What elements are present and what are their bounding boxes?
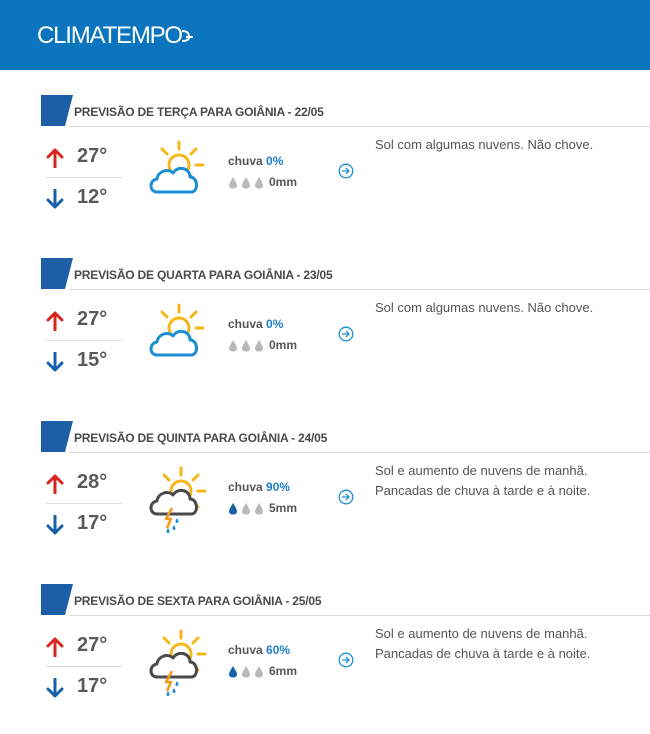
rain-summary <box>228 154 283 168</box>
sun-cloud-icon <box>146 140 212 212</box>
arrow-right-circle-icon[interactable] <box>338 163 354 179</box>
divider <box>69 289 650 290</box>
rain-label: chuva <box>228 317 263 331</box>
rain-block <box>228 643 348 693</box>
divider <box>69 452 650 453</box>
rain-drop-icon <box>241 502 251 515</box>
arrow-down-icon <box>46 189 64 209</box>
divider <box>69 126 650 127</box>
rain-block <box>228 480 348 530</box>
min-temp-row <box>46 346 122 376</box>
day-header <box>41 584 650 616</box>
min-temp-row <box>46 183 122 213</box>
max-temp-row <box>46 142 122 172</box>
max-temp: 27° <box>77 145 108 167</box>
divider <box>46 177 122 178</box>
rain-drop-icon <box>254 176 264 189</box>
temperature-block <box>46 305 122 385</box>
rain-label: chuva <box>228 480 263 494</box>
header-flag-icon <box>41 421 73 452</box>
header-flag-icon <box>41 258 73 289</box>
forecast-description: Sol com algumas nuvens. Não chove. <box>375 137 594 152</box>
rain-summary <box>228 480 290 494</box>
max-temp: 27° <box>77 308 108 330</box>
rain-probability: 60% <box>266 643 291 657</box>
header-flag-icon <box>41 584 73 615</box>
rain-probability: 0% <box>266 154 284 168</box>
divider <box>46 666 122 667</box>
temperature-block <box>46 631 122 711</box>
rain-drop-icon <box>254 339 264 352</box>
max-temp: 27° <box>77 634 108 656</box>
max-temp-row <box>46 305 122 335</box>
rain-label: chuva <box>228 643 263 657</box>
forecast-day <box>0 258 650 408</box>
arrow-right-circle-icon[interactable] <box>338 489 354 505</box>
rain-drop-icon <box>241 176 251 189</box>
rain-drop-icon <box>254 502 264 515</box>
rain-summary <box>228 643 290 657</box>
rain-amount: 0mm <box>269 175 298 189</box>
max-temp-row <box>46 468 122 498</box>
day-header <box>41 95 650 127</box>
day-header <box>41 258 650 290</box>
arrow-right-circle-icon[interactable] <box>338 652 354 668</box>
rain-drops <box>228 665 268 679</box>
day-title: PREVISÃO DE QUINTA PARA GOIÂNIA - 24/05 <box>74 431 328 445</box>
arrow-right-circle-icon[interactable] <box>338 326 354 342</box>
rain-probability: 90% <box>266 480 291 494</box>
min-temp-row <box>46 672 122 702</box>
rain-summary <box>228 317 283 331</box>
rain-drops <box>228 502 268 516</box>
min-temp: 15° <box>77 349 108 371</box>
arrow-down-icon <box>46 678 64 698</box>
forecast-description: Sol com algumas nuvens. Não chove. <box>375 300 594 315</box>
logo-text: CLIMATEMPO <box>37 22 182 49</box>
forecast-description: Sol e aumento de nuvens de manhã. Pancadas de chuva à tarde e à noite. <box>375 626 591 661</box>
day-title: PREVISÃO DE SEXTA PARA GOIÂNIA - 25/05 <box>74 594 322 608</box>
rain-drops <box>228 339 268 353</box>
day-title: PREVISÃO DE TERÇA PARA GOIÂNIA - 22/05 <box>74 105 324 119</box>
divider <box>69 615 650 616</box>
forecast-day <box>0 584 650 734</box>
max-temp-row <box>46 631 122 661</box>
arrow-up-icon <box>46 311 64 331</box>
rain-block <box>228 154 348 204</box>
rain-drop-icon <box>228 176 238 189</box>
forecast-description: Sol e aumento de nuvens de manhã. Pancadas de chuva à tarde e à noite. <box>375 463 591 498</box>
sun-storm-icon <box>146 629 212 701</box>
arrow-down-icon <box>46 515 64 535</box>
arrow-down-icon <box>46 352 64 372</box>
forecast-day <box>0 421 650 571</box>
rain-drop-icon <box>241 339 251 352</box>
rain-drops <box>228 176 268 190</box>
arrow-up-icon <box>46 148 64 168</box>
min-temp-row <box>46 509 122 539</box>
rain-amount: 0mm <box>269 338 298 352</box>
rain-drop-icon <box>228 502 238 515</box>
rain-probability: 0% <box>266 317 284 331</box>
climatempo-logo[interactable] <box>37 22 193 50</box>
day-title: PREVISÃO DE QUARTA PARA GOIÂNIA - 23/05 <box>74 268 333 282</box>
rain-drop-icon <box>241 665 251 678</box>
divider <box>46 503 122 504</box>
arrow-up-icon <box>46 474 64 494</box>
day-header <box>41 421 650 453</box>
temperature-block <box>46 468 122 548</box>
sun-cloud-icon <box>146 303 212 375</box>
min-temp: 17° <box>77 675 108 697</box>
header-flag-icon <box>41 95 73 126</box>
rain-amount: 6mm <box>269 664 298 678</box>
rain-drop-icon <box>254 665 264 678</box>
forecast-day <box>0 95 650 245</box>
rain-block <box>228 317 348 367</box>
divider <box>46 340 122 341</box>
rain-label: chuva <box>228 154 263 168</box>
temperature-block <box>46 142 122 222</box>
min-temp: 12° <box>77 186 108 208</box>
rain-drop-icon <box>228 665 238 678</box>
max-temp: 28° <box>77 471 108 493</box>
rain-amount: 5mm <box>269 501 298 515</box>
sun-storm-icon <box>146 466 212 538</box>
header-bar <box>0 0 650 70</box>
rain-drop-icon <box>228 339 238 352</box>
min-temp: 17° <box>77 512 108 534</box>
arrow-up-icon <box>46 637 64 657</box>
logo-mark-icon <box>181 28 193 44</box>
